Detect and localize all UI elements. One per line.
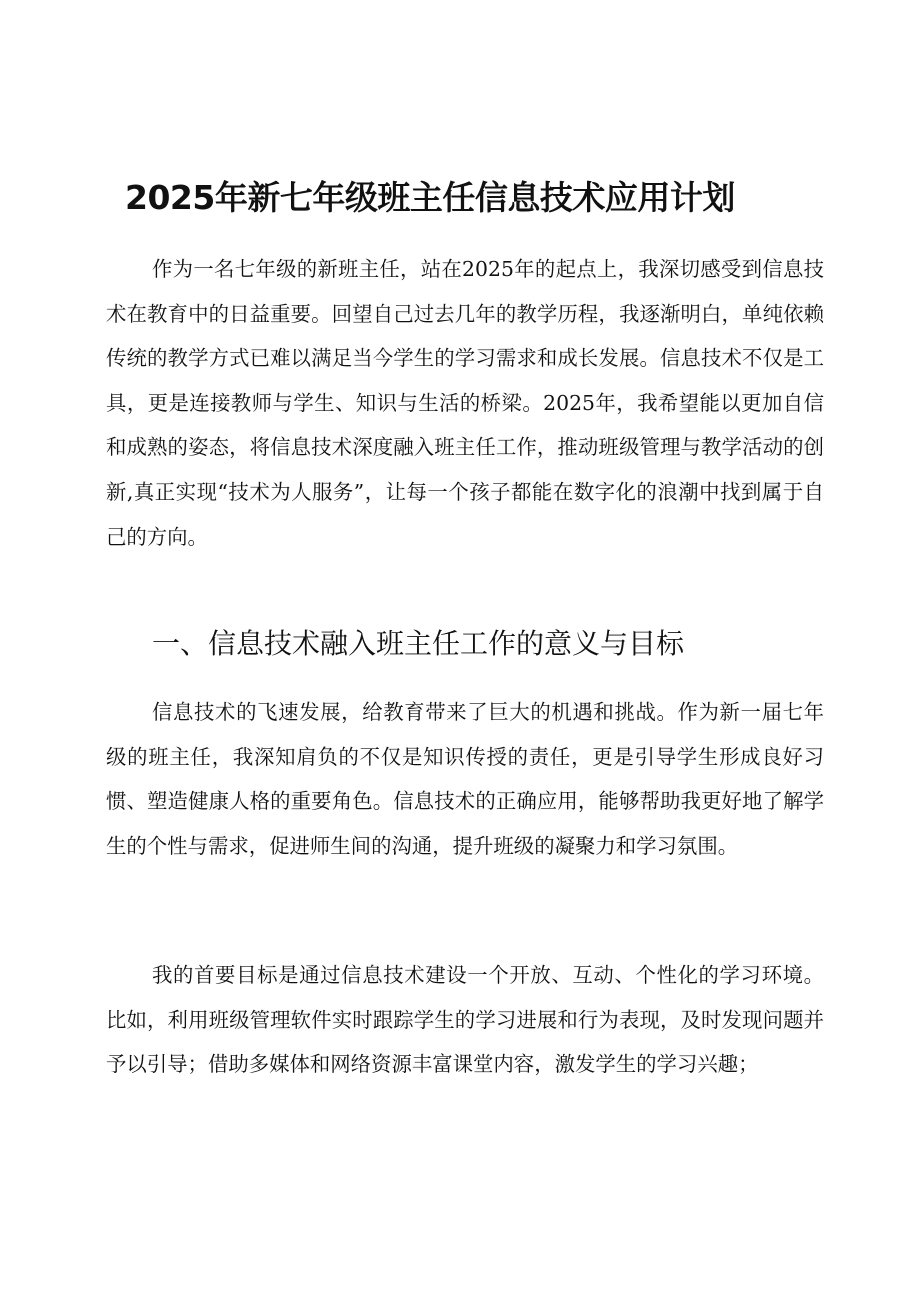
document-title: 2025年新七年级班主任信息技术应用计划 <box>125 178 735 217</box>
section-heading: 一、信息技术融入班主任工作的意义与目标 <box>152 627 685 660</box>
section-paragraph: 信息技术的飞速发展，给教育带来了巨大的机遇和挑战。作为新一届七年级的班主任，我深知肩负的不仅是知识传授的责任，更是引导学生形成良好习惯、塑造健康人格的重要角色。信息技术的正确应用，能够帮助我更好地了解学生的个性与需求，促进师生间的沟通，提升班级的凝聚力和学习氛围。 <box>106 700 824 858</box>
section-paragraph: 我的首要目标是通过信息技术建设一个开放、互动、个性化的学习环境。比如，利用班级管理软件实时跟踪学生的学习进展和行为表现，及时发现问题并予以引导；借助多媒体和网络资源丰富课堂内容，激发学生的学习兴趣； <box>106 963 824 1077</box>
intro-paragraph: 作为一名七年级的新班主任，站在2025年的起点上，我深切感受到信息技术在教育中的日益重要。回望自己过去几年的教学历程，我逐渐明白，单纯依赖传统的教学方式已难以满足当今学生的学习需求和成长发展。信息技术不仅是工具，更是连接教师与学生、知识与生活的桥梁。2025年，我希望能以更加自信和成熟的姿态，将信息技术深度融入班主任工作，推动班级管理与教学活动的创新,真正实现“技术为人服务”，让每一个孩子都能在数字化的浪潮中找到属于自己的方向。 <box>106 257 824 549</box>
